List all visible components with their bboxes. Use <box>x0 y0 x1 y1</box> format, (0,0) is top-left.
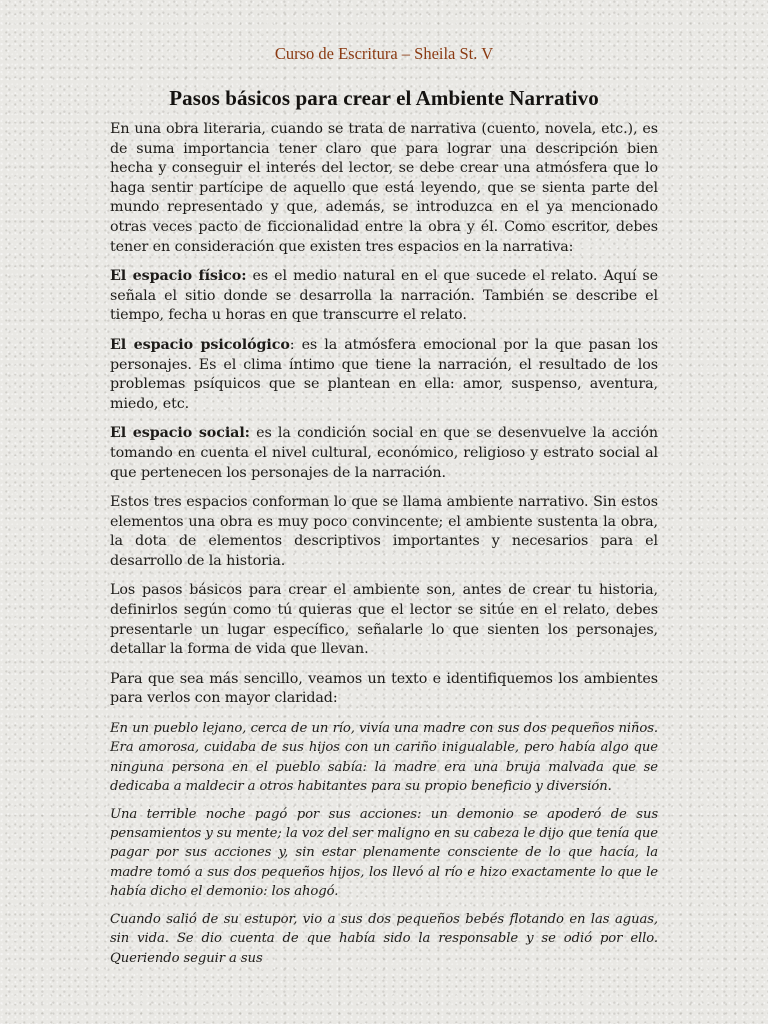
space-term: El espacio psicológico <box>110 336 290 353</box>
space-definition-social <box>110 424 658 483</box>
intro-paragraph: En una obra literaria, cuando se trata de narrativa (cuento, novela, etc.), es de suma importancia tener claro que para lograr una descripción bien hecha y conseguir el interés del lector, se debe crear una atmósfera que lo haga sentir partícipe de aquello que está leyendo, que se sienta parte del mundo representado y que, además, se introduzca en el ya mencionado otras veces pacto de ficcionalidad entre la obra y él. Como escritor, debes tener en consideración que existen tres espacios en la narrativa: <box>110 121 658 255</box>
story-paragraph: Una terrible noche pagó por sus acciones: un demonio se apoderó de sus pensamientos y su mente; la voz del ser maligno en su cabeza le dijo que tenía que pagar por sus acciones y, sin estar plenamente consciente de lo que hacía, la madre tomó a sus dos pequeños hijos, los llevó al río e hizo exactamente lo que le había dicho el demonio: los ahogó. <box>110 806 658 900</box>
story-paragraph: Cuando salió de su estupor, vio a sus dos pequeños bebés flotando en las aguas, sin vida. Se dio cuenta de que había sido la responsable y se odió por ello. Queriendo seguir a sus <box>110 911 658 966</box>
space-term: El espacio social: <box>110 425 250 442</box>
example-intro-paragraph: Para que sea más sencillo, veamos un texto e identifiquemos los ambientes para verlos con mayor claridad: <box>110 670 658 707</box>
running-header: Curso de Escritura – Sheila St. V <box>274 44 494 63</box>
space-term: El espacio físico: <box>110 268 247 285</box>
page-title: Pasos básicos para crear el Ambiente Narrativo <box>169 86 599 110</box>
space-description: es el medio natural en el que sucede el relato. Aquí se señala el sitio donde se desarrolla la narración. También se describe el tiempo, fecha u horas en que transcurre el relato. <box>110 268 658 324</box>
body-text <box>110 120 658 976</box>
space-description: : es la atmósfera emocional por la que pasan los personajes. Es el clima íntimo que tiene la narración, el resultado de los problemas psíquicos que se plantean en ella: amor, suspenso, aventura, miedo, etc. <box>110 336 658 412</box>
space-definition-psychological <box>110 336 658 414</box>
summary-paragraph: Estos tres espacios conforman lo que se llama ambiente narrativo. Sin estos elementos una obra es muy poco convincente; el ambiente sustenta la obra, la dota de elementos descriptivos importantes y necesarios para el desarrollo de la historia. <box>110 494 658 569</box>
space-description: es la condición social en que se desenvuelve la acción tomando en cuenta el nivel cultural, económico, religioso y estrato social al que pertenecen los personajes de la narración. <box>110 425 659 481</box>
story-paragraph: En un pueblo lejano, cerca de un río, vivía una madre con sus dos pequeños niños. Era amorosa, cuidaba de sus hijos con un cariño inigualable, pero había algo que ninguna persona en el pueblo sabía: la madre era una bruja malvada que se dedicaba a maldecir a otros habitantes para su propio beneficio y diversión. <box>110 721 658 795</box>
steps-paragraph: Los pasos básicos para crear el ambiente son, antes de crear tu historia, definirlos según como tú quieras que el lector se sitúe en el relato, debes presentarle un lugar específico, señalarle lo que sienten los personajes, detallar la forma de vida que llevan. <box>110 582 658 658</box>
space-definition-physical <box>110 267 658 326</box>
